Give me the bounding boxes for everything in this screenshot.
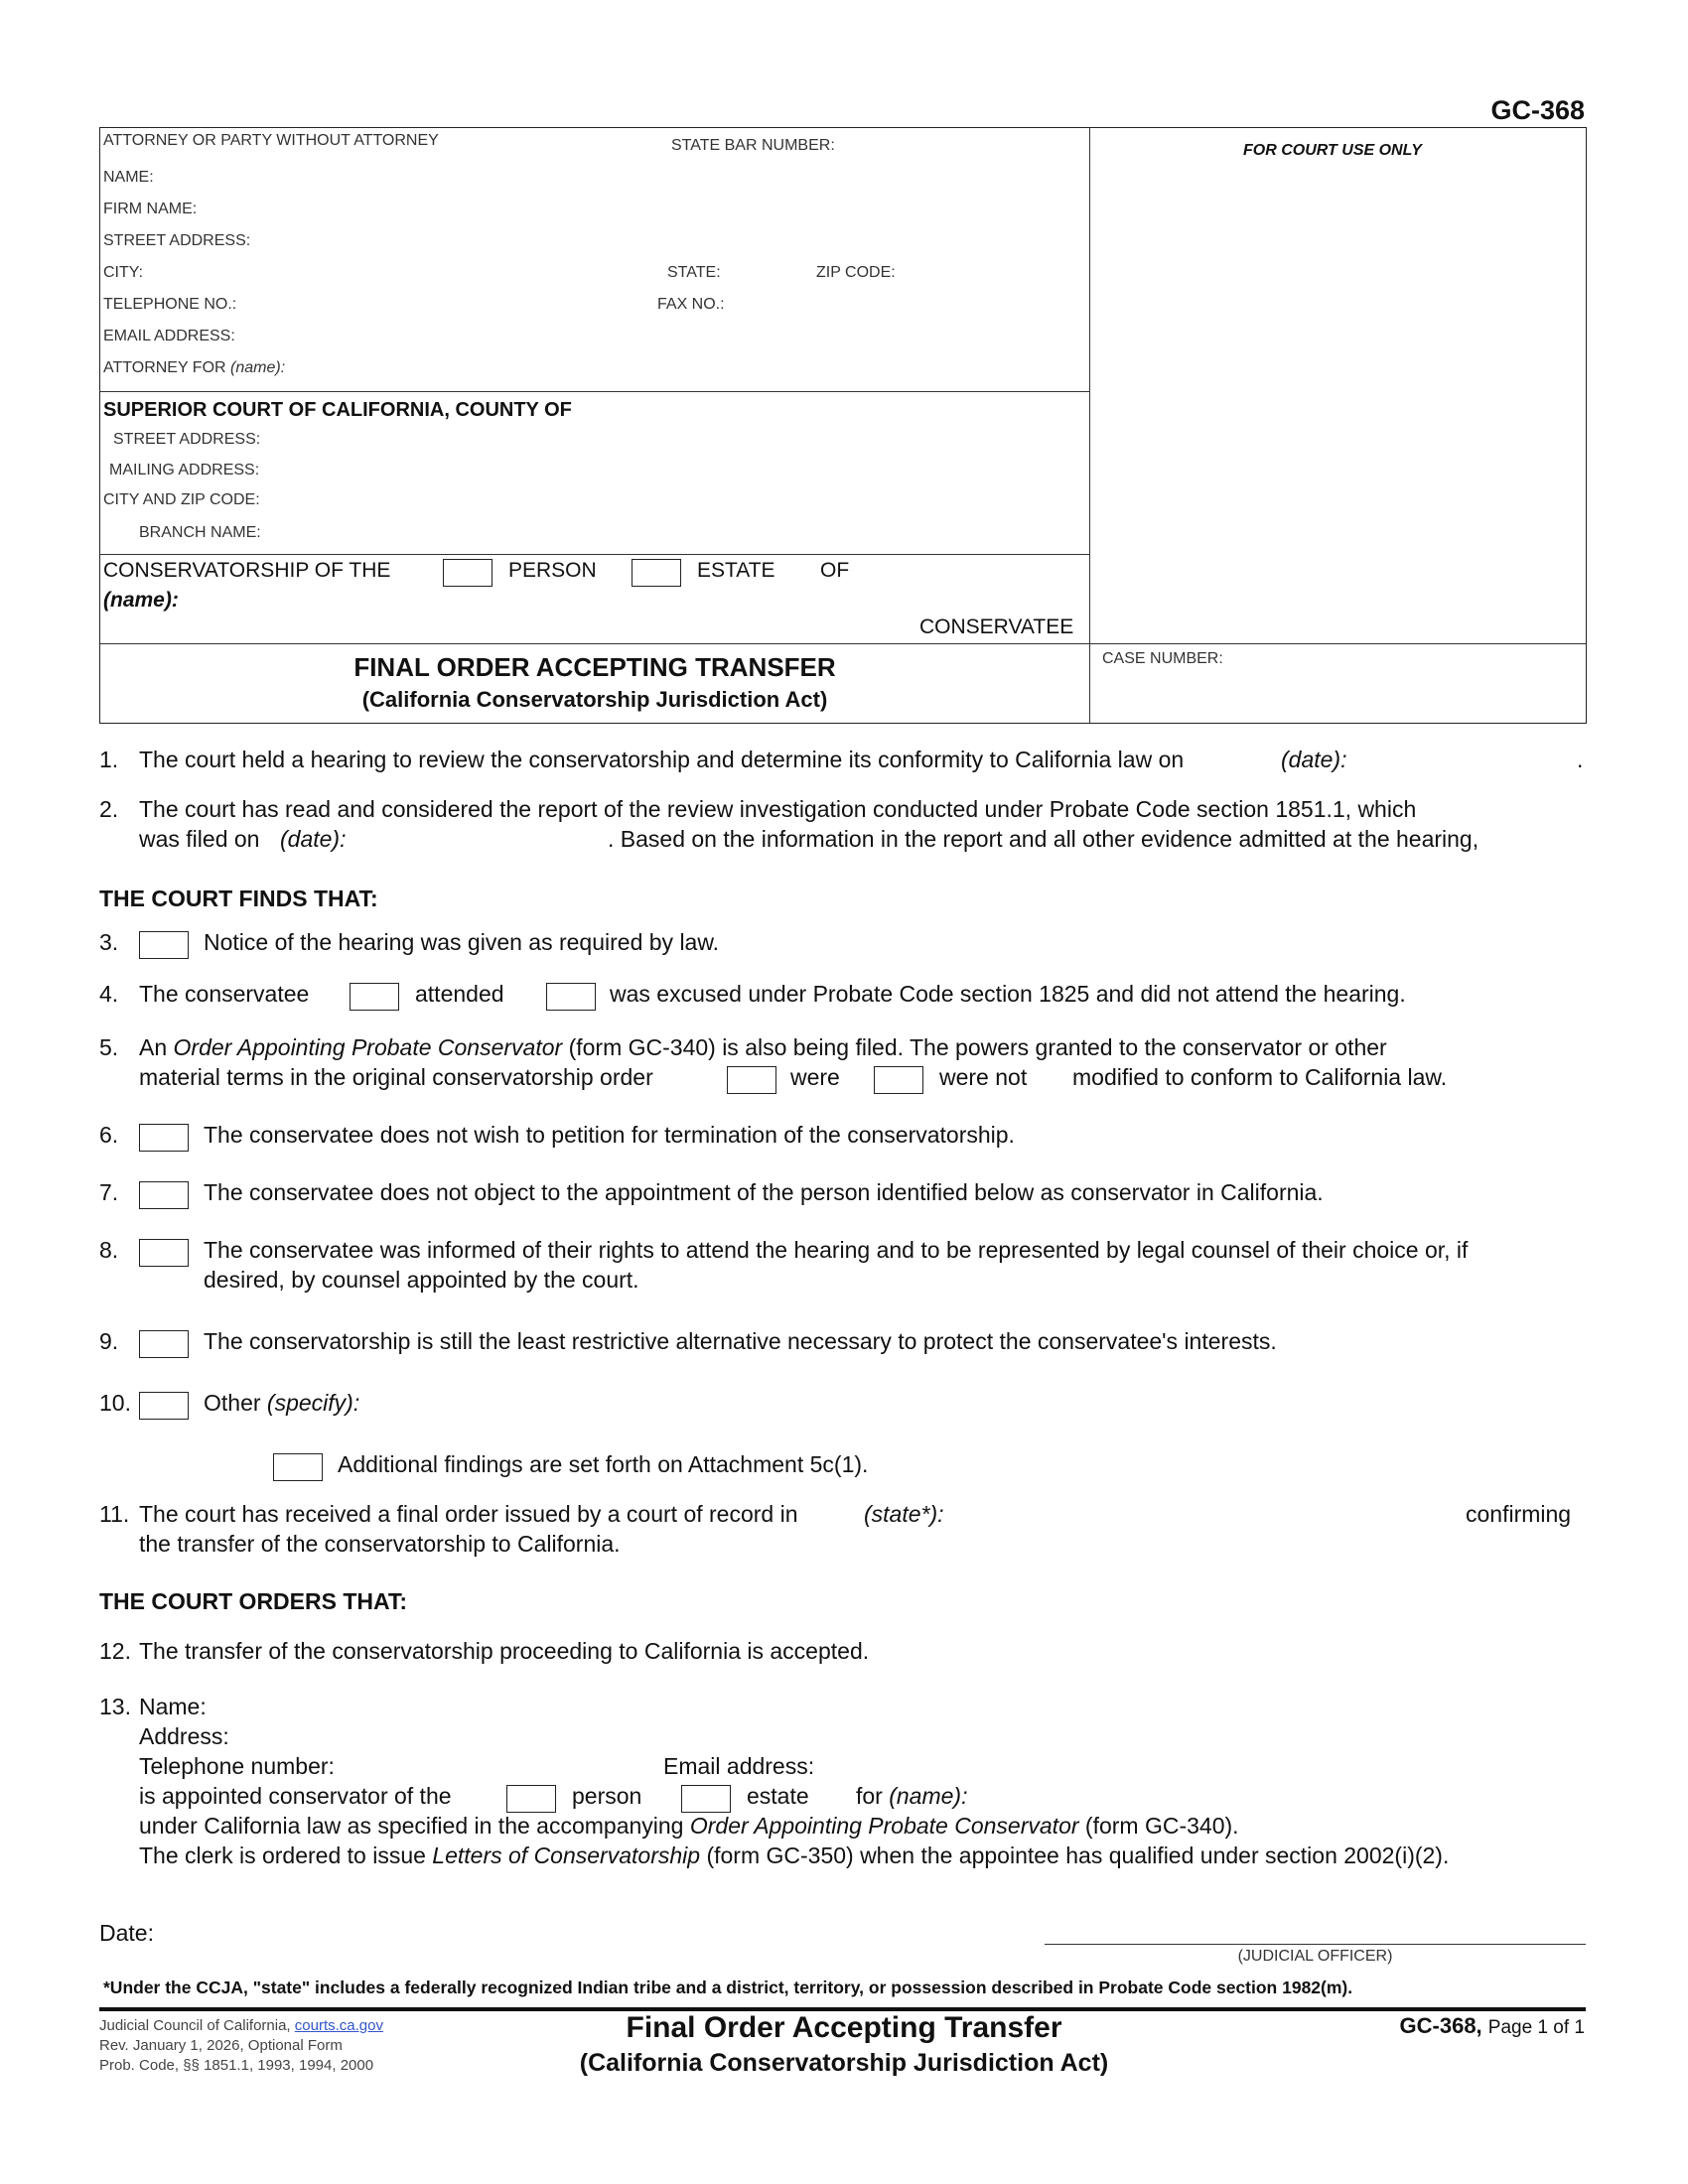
person-label: PERSON (508, 559, 597, 582)
item-1-date-label: (date): (1281, 747, 1347, 772)
item-4-attended-checkbox[interactable] (350, 983, 399, 1011)
item-4-number: 4. (99, 981, 119, 1007)
item-1-number: 1. (99, 747, 119, 772)
state-bar-label: STATE BAR NUMBER: (671, 137, 835, 154)
item-11-line2: the transfer of the conservatorship to California. (139, 1531, 621, 1557)
form-title: FINAL ORDER ACCEPTING TRANSFER (353, 652, 836, 682)
attorney-for-label: ATTORNEY FOR (name): (103, 359, 286, 376)
item-9-checkbox[interactable] (139, 1330, 189, 1358)
footer-rev: Rev. January 1, 2026, Optional Form (99, 2037, 343, 2054)
court-use-label: FOR COURT USE ONLY (1243, 142, 1422, 159)
judicial-officer-label: (JUDICIAL OFFICER) (1237, 1948, 1393, 1965)
footer-subtitle: (California Conservatorship Jurisdiction Act) (579, 2049, 1109, 2077)
item-2-number: 2. (99, 796, 119, 822)
item-5-line2: material terms in the original conservatorship order (139, 1064, 653, 1090)
conservatorship-of-label: CONSERVATORSHIP OF THE (103, 559, 391, 582)
estate-label: ESTATE (697, 559, 775, 582)
item-7-text: The conservatee does not object to the appointment of the person identified below as conservator in California. (204, 1179, 1324, 1205)
item-4-excused-checkbox[interactable] (546, 983, 596, 1011)
mailing-label: MAILING ADDRESS: (109, 462, 260, 478)
estate-checkbox[interactable] (632, 559, 681, 587)
footer-page-info: GC-368, Page 1 of 1 (1399, 2013, 1585, 2038)
item-6-checkbox[interactable] (139, 1124, 189, 1152)
item-7-checkbox[interactable] (139, 1181, 189, 1209)
of-label: OF (820, 559, 850, 582)
zip-label: ZIP CODE: (816, 264, 896, 281)
item-6-number: 6. (99, 1122, 119, 1148)
caption-box (99, 127, 1587, 724)
item-5-end: modified to conform to California law. (1072, 1064, 1448, 1090)
name-label-italic: (name): (103, 589, 179, 612)
item-13-number: 13. (99, 1694, 131, 1719)
item-1-period: . (1577, 747, 1584, 772)
item-9-number: 9. (99, 1328, 119, 1354)
telephone-label: TELEPHONE NO.: (103, 296, 237, 313)
item-2-filed-on: was filed on (139, 826, 260, 852)
city-label: CITY: (103, 264, 144, 281)
item-13-appointed-text: is appointed conservator of the (139, 1783, 452, 1809)
item-13-for-label: for (name): (856, 1783, 968, 1809)
item-10-checkbox[interactable] (139, 1392, 189, 1420)
item-11-confirming: confirming (1466, 1501, 1572, 1527)
footer-code: Prob. Code, §§ 1851.1, 1993, 1994, 2000 (99, 2057, 374, 2074)
item-13-line6: The clerk is ordered to issue Letters of Conservatorship (form GC-350) when the appointee has qualified under section 2002(i)(2). (139, 1843, 1450, 1868)
item-13-address-label: Address: (139, 1723, 229, 1749)
branch-label: BRANCH NAME: (139, 524, 261, 541)
form-subtitle: (California Conservatorship Jurisdiction Act) (361, 687, 828, 712)
court-finds-heading: THE COURT FINDS THAT: (99, 886, 378, 911)
item-10-additional-text: Additional findings are set forth on Attachment 5c(1). (338, 1451, 869, 1477)
item-13-line5: under California law as specified in the accompanying Order Appointing Probate Conservator (form GC-340). (139, 1813, 1239, 1839)
item-6-text: The conservatee does not wish to petition for termination of the conservatorship. (204, 1122, 1015, 1148)
item-3-text: Notice of the hearing was given as required by law. (204, 929, 720, 955)
item-9-text: The conservatorship is still the least restrictive alternative necessary to protect the conservatee's interests. (204, 1328, 1277, 1354)
courts-link[interactable]: courts.ca.gov (294, 2017, 383, 2034)
item-12-text: The transfer of the conservatorship proceeding to California is accepted. (139, 1638, 870, 1664)
item-5-were-checkbox[interactable] (727, 1066, 776, 1094)
court-title: SUPERIOR COURT OF CALIFORNIA, COUNTY OF (103, 399, 572, 421)
item-13-estate-checkbox[interactable] (681, 1785, 731, 1813)
item-4-attended-label: attended (415, 981, 504, 1007)
item-5-line1: An Order Appointing Probate Conservator (form GC-340) is also being filed. The powers granted to the conservator or other (139, 1034, 1387, 1060)
item-2-date-label: (date): (280, 826, 347, 852)
item-13-estate-label: estate (747, 1783, 809, 1809)
item-10-additional-checkbox[interactable] (273, 1453, 323, 1481)
name-label: NAME: (103, 169, 154, 186)
item-2-line1: The court has read and considered the report of the review investigation conducted under Probate Code section 1851.1, which (139, 796, 1417, 822)
street-address-label: STREET ADDRESS: (103, 232, 251, 249)
state-label: STATE: (667, 264, 721, 281)
item-4-text-a: The conservatee (139, 981, 310, 1007)
item-13-person-checkbox[interactable] (506, 1785, 556, 1813)
item-12-number: 12. (99, 1638, 131, 1664)
footnote: *Under the CCJA, "state" includes a federally recognized Indian tribe and a district, territory, or possession described in Probate Code section 1982(m). (103, 1978, 1353, 1997)
attorney-header: ATTORNEY OR PARTY WITHOUT ATTORNEY (103, 132, 439, 149)
item-5-number: 5. (99, 1034, 119, 1060)
item-3-number: 3. (99, 929, 119, 955)
item-11-state-label: (state*): (864, 1501, 944, 1527)
form-id: GC-368 (1490, 95, 1585, 125)
item-13-phone-label: Telephone number: (139, 1753, 335, 1779)
city-zip-label: CITY AND ZIP CODE: (103, 491, 260, 508)
conservatee-label: CONSERVATEE (919, 615, 1074, 638)
item-11-number: 11. (99, 1501, 130, 1527)
court-street-label: STREET ADDRESS: (113, 431, 261, 448)
item-13-person-label: person (572, 1783, 642, 1809)
person-checkbox[interactable] (443, 559, 492, 587)
footer-title: Final Order Accepting Transfer (626, 2011, 1062, 2044)
fax-label: FAX NO.: (657, 296, 725, 313)
case-number-label: CASE NUMBER: (1102, 650, 1223, 667)
court-orders-heading: THE COURT ORDERS THAT: (99, 1588, 408, 1614)
item-5-were-not-checkbox[interactable] (874, 1066, 923, 1094)
item-8-line2: desired, by counsel appointed by the court. (204, 1267, 639, 1293)
footer-council: Judicial Council of California, courts.ca.gov (99, 2017, 383, 2034)
item-2-line2: . Based on the information in the report and all other evidence admitted at the hearing, (608, 826, 1479, 852)
item-4-excused-text: was excused under Probate Code section 1825 and did not attend the hearing. (610, 981, 1406, 1007)
item-8-number: 8. (99, 1237, 119, 1263)
item-13-email-label: Email address: (663, 1753, 815, 1779)
item-5-were-not-label: were not (939, 1064, 1028, 1090)
date-label: Date: (99, 1920, 154, 1946)
item-7-number: 7. (99, 1179, 119, 1205)
item-5-were-label: were (790, 1064, 840, 1090)
item-8-line1: The conservatee was informed of their rights to attend the hearing and to be represented by legal counsel of their choice or, if (204, 1237, 1469, 1263)
item-10-number: 10. (99, 1390, 131, 1416)
item-8-checkbox[interactable] (139, 1239, 189, 1267)
item-11-text: The court has received a final order issued by a court of record in (139, 1501, 798, 1527)
firm-name-label: FIRM NAME: (103, 201, 198, 217)
item-13-name-label: Name: (139, 1694, 207, 1719)
item-1-text: The court held a hearing to review the conservatorship and determine its conformity to California law on (139, 747, 1185, 772)
item-10-text: Other (specify): (204, 1390, 360, 1416)
signature-line (1045, 1944, 1586, 1945)
email-label: EMAIL ADDRESS: (103, 328, 235, 344)
item-3-checkbox[interactable] (139, 931, 189, 959)
